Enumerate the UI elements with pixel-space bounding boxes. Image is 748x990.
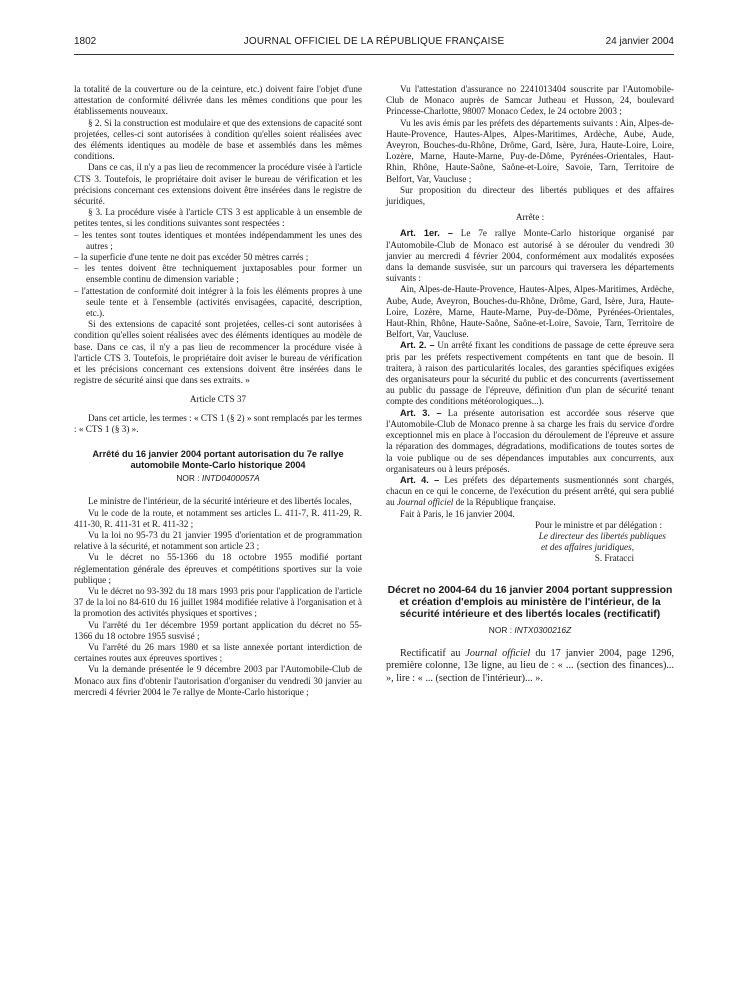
signature-line: Le directeur des libertés publiques — [538, 530, 666, 541]
list-item: – les tentes sont toutes identiques et montées indépendamment les unes des autres ; — [74, 229, 362, 251]
article-1: Art. 1er. – Le 7e rallye Monte-Carlo historique organisé par l'Automobile-Club de Monaco est autorisé à se dérouler du vendredi 30 janvier au mercredi 4 février 2004, conformément aux modalités exposées dans la demande susvisée, sur un parcours qui traversera les départements suivants : — [386, 228, 674, 284]
article-label: Art. 4. – — [400, 474, 440, 485]
article-2: Art. 2. – Un arrêté fixant les conditions de passage de cette épreuve sera pris par les préfets respectivement compétents en tant que de besoin. Il traitera, à raison des particularités locales, des garanties spécifiques exigées des organisateurs pour la sécurité du public et des concurrents (avertissement au public du passage de l'épreuve, définition d'un plan de sécurité tenant compte des conditions météorologiques...). — [386, 340, 675, 407]
list-item: – les tentes doivent être techniquement juxtaposables pour former un ensemble continu de dimension variable ; — [74, 263, 362, 285]
visa: Sur proposition du directeur des libertés publiques et des affaires juridiques, — [386, 184, 674, 207]
right-column — [386, 84, 674, 685]
article-heading: Article CTS 37 — [189, 394, 247, 405]
decret-nor-code: INTX0300216Z — [514, 624, 572, 635]
journal-title: JOURNAL OFFICIEL DE LA RÉPUBLIQUE FRANÇAISE — [243, 36, 505, 47]
paragraph: Dans ce cas, il n'y a pas lieu de recommencer la procédure visée à l'article CTS 3. Toutefois, le propriétaire doit aviser le bureau de vérification et les précisions concernant ces extensions doivent être insérées dans le registre de sécurité. — [74, 162, 362, 207]
header-rule — [74, 54, 674, 55]
decret-nor: NOR : INTX0300216Z — [488, 624, 572, 635]
list-item: – la superficie d'une tente ne doit pas excéder 50 mètres carrés ; — [74, 252, 309, 263]
signature-line: Pour le ministre et par délégation : — [534, 519, 662, 530]
article-label: Art. 3. – — [400, 407, 442, 418]
page-header — [74, 36, 674, 50]
left-column — [74, 84, 362, 698]
visa: Vu la demande présentée le 9 décembre 2003 par l'Automobile-Club de Monaco aux fins d'obtenir l'autorisation d'organiser du vendredi 30 janvier au mercredi 4 février 2004 le 7e rallye de Monte-Carlo historique ; — [74, 664, 362, 697]
arrete-heading: Arrête : — [515, 212, 545, 223]
signature-line: et des affaires juridiques, — [540, 542, 634, 553]
arrete-nor: NOR : INTD0400057A — [176, 473, 260, 484]
visa: Vu le décret no 93-392 du 18 mars 1993 pris pour l'application de l'article 37 de la loi no 84-610 du 16 juillet 1984 modifiée relative à l'organisation et à la promotion des activités physiques et sportives ; — [74, 585, 362, 619]
decret-title: Décret no 2004-64 du 16 janvier 2004 portant suppression et création d'emplois au ministère de l'intérieur, de la sécurité intérieure et des libertés locales (rectificatif) — [387, 584, 673, 620]
arrete-title: Arrêté du 16 janvier 2004 portant autorisation du 7e rallye automobile Monte-Carlo historique 2004 — [92, 449, 344, 471]
visa: Vu la loi no 95-73 du 21 janvier 1995 d'orientation et de programmation relative à la sécurité, et notamment son article 23 ; — [74, 529, 362, 552]
paragraph: Le ministre de l'intérieur, de la sécurité intérieure et des libertés locales, — [88, 496, 352, 507]
paragraph: § 2. Si la construction est modulaire et que des extensions de capacité sont projetées, celles-ci sont autorisées à condition qu'elles soient réalisées avec des éléments identiques au modèle de base et assemblés dans les mêmes conditions. — [74, 117, 362, 162]
visa: Vu le décret no 55-1366 du 18 octobre 1955 modifié portant réglementation générale des épreuves et compétitions sportives sur la voie publique ; — [74, 552, 362, 585]
rectificatif: Rectificatif au Journal officiel du 17 janvier 2004, page 1296, première colonne, 13e ligne, au lieu de : « ... (section des finances)... », lire : « ... (section de l'intérieur)... ». — [386, 647, 675, 684]
article-3: Art. 3. – La présente autorisation est accordée sous réserve que l'Automobile-Club de Monaco prenne à sa charge les frais du service d'ordre exceptionnel mis en place à l'occasion du déroulement de l'épreuve et assure la réparation des dommages, dégradations, modifications de toutes sortes de la voie publique ou de ses dépendances imputables aux concurrents, aux organisateurs ou à leurs préposés. — [386, 407, 674, 474]
visa: Vu le code de la route, et notamment ses articles L. 411-7, R. 411-29, R. 411-30, R. 411-31 et R. 411-32 ; — [74, 507, 362, 529]
visa: Vu les avis émis par les préfets des départements suivants : Ain, Alpes-de-Haute-Provence, Hautes-Alpes, Alpes-Maritimes, Ardèche, Aube, Aude, Aveyron, Bouches-du-Rhône, Drôme, Gard, Isère, Jura, Haute-Loire, Loire, Lozère, Marne, Haute-Marne, Puy-de-Dôme, Pyrénées-Orientales, Haut-Rhin, Rhône, Haute-Saône, Saône-et-Loire, Savoie, Tarn, Territoire de Belfort, Var, Vaucluse ; — [386, 117, 674, 184]
paragraph: Dans cet article, les termes : « CTS 1 (§ 2) » sont remplacés par les termes : « CTS 1 (§ 3) ». — [74, 412, 362, 434]
paragraph: Si des extensions de capacité sont projetées, celles-ci sont autorisées à condition qu'elles soient réalisées avec des éléments identiques au modèle de base. Dans ce cas, il n'y a pas lieu de recommencer la procédure visée à l'article CTS 3. Toutefois, le propriétaire doit aviser le bureau de vérification et les précisions concernant ces extensions doivent être insérées dans le registre de sécurité ainsi que dans ses extraits. » — [74, 319, 362, 386]
visa: Vu l'arrêté du 26 mars 1980 et sa liste annexée portant interdiction de certaines routes aux épreuves sportives ; — [74, 641, 362, 664]
list-item: – l'attestation de conformité doit intégrer à la fois les éléments propres à une seule tente et à l'ensemble (activités envisagées, capacité, description, etc.). — [74, 285, 362, 319]
signature-place-date: Fait à Paris, le 16 janvier 2004. — [400, 508, 515, 519]
page-number: 1802 — [74, 36, 97, 47]
paragraph: la totalité de la couverture ou de la ceinture, etc.) doivent faire l'objet d'une attestation de conformité délivrée dans les mêmes conditions que pour les établissements nouveaux. — [74, 84, 362, 117]
publication-date: 24 janvier 2004 — [605, 36, 674, 47]
signatory-name: S. Fratacci — [594, 553, 634, 564]
visa: Vu l'attestation d'assurance no 2241013404 souscrite par l'Automobile-Club de Monaco auprès de Samcar Jutheau et Husson, 24, boulevard Princesse-Charlotte, 98007 Monaco Cedex, le 24 octobre 2003 ; — [386, 84, 674, 117]
arrete-nor-code: INTD0400057A — [201, 473, 260, 484]
department-list: Ain, Alpes-de-Haute-Provence, Hautes-Alpes, Alpes-Maritimes, Ardèche, Aube, Aude, Aveyron, Bouches-du-Rhône, Drôme, Gard, Isère, Jura, Haute-Loire, Lozère, Marne, Haute-Marne, Puy-de-Dôme, Pyrénées-Orientales, Haut-Rhin, Rhône, Haute-Saône, Saône-et-Loire, Savoie, Tarn, Territoire de Belfort, Var, Vaucluse. — [386, 284, 674, 340]
visa: Vu l'arrêté du 1er décembre 1959 portant application du décret no 55-1366 du 18 octobre 1955 susvisé ; — [74, 619, 362, 641]
paragraph: § 3. La procédure visée à l'article CTS 3 est applicable à un ensemble de petites tentes, si les conditions suivantes sont respectées : — [74, 207, 362, 229]
article-label: Art. 1er. – — [400, 228, 453, 239]
article-4: Art. 4. – Les préfets des départements susmentionnés sont chargés, chacun en ce qui le concerne, de l'exécution du présent arrêté, qui sera publié au Journal officiel de la République française. — [386, 474, 675, 508]
article-label: Art. 2. – — [400, 340, 435, 351]
